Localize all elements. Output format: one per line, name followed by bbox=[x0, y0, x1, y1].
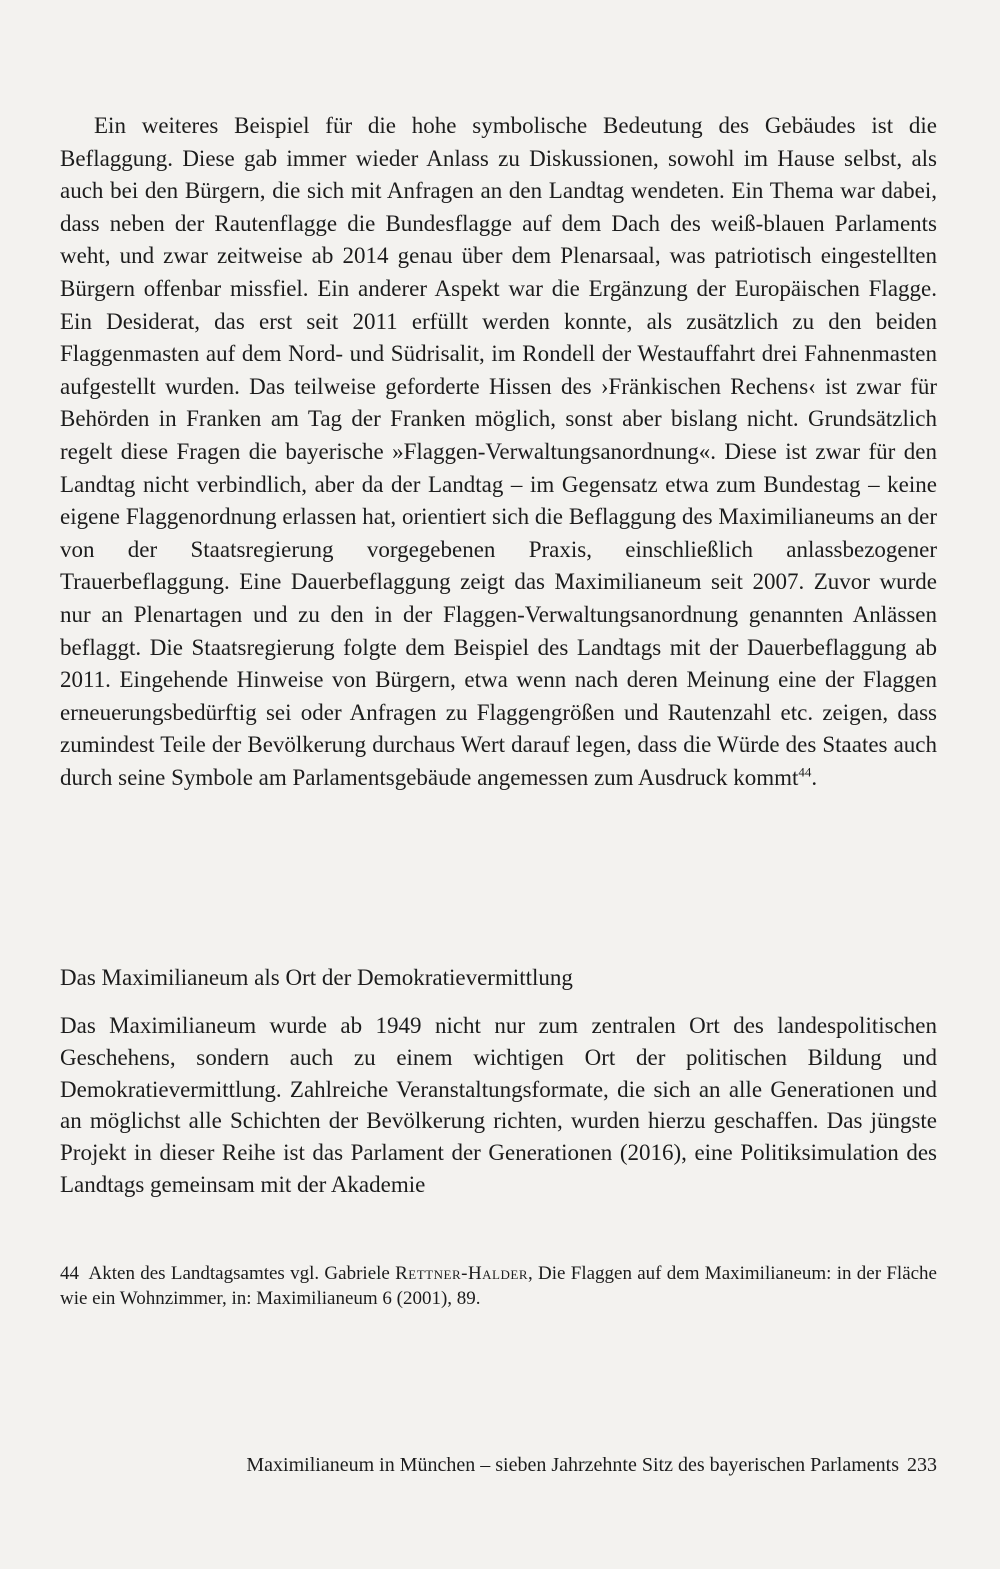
body-paragraph-text: Ein weiteres Beispiel für die hohe symbolische Bedeutung des Gebäudes ist die Beflaggung. Diese gab immer wieder Anlass zu Diskussionen, sowohl im Hause selbst, als auch bei den Bürgern, die sich mit Anfragen an den Landtag wendeten. Ein Thema war dabei, dass neben der Rautenflagge die Bundesflagge auf dem Dach des weiß-blauen Parlaments weht, und zwar zeitweise ab 2014 genau über dem Plenarsaal, was patriotisch eingestellten Bürgern offenbar missfiel. Ein anderer Aspekt war die Ergänzung der Europäischen Flagge. Ein Desiderat, das erst seit 2011 erfüllt werden konnte, als zusätzlich zu den beiden Flaggenmasten auf dem Nord- und Südrisalit, im Rondell der Westauffahrt drei Fahnenmasten aufgestellt wurden. Das teilweise geforderte Hissen des ›Fränkischen Rechens‹ ist zwar für Behörden in Franken am Tag der Franken möglich, sonst aber bislang nicht. Grundsätzlich regelt diese Fragen die bayerische »Flaggen-Verwaltungsanordnung«. Diese ist zwar für den Landtag nicht verbindlich, aber da der Landtag – im Gegensatz etwa zum Bundestag – keine eigene Flaggenordnung erlassen hat, orientiert sich die Beflaggung des Maximilianeums an der von der Staatsregierung vorgegebenen Praxis, einschließlich anlassbezogener Trauerbeflaggung. Eine Dauerbeflaggung zeigt das Maximilianeum seit 2007. Zuvor wurde nur an Plenartagen und zu den in der Flaggen-Verwaltungsanordnung genannten Anlässen beflaggt. Die Staatsregierung folgte dem Beispiel des Landtags mit der Dauerbeflaggung ab 2011. Eingehende Hinweise von Bürgern, etwa wenn nach deren Meinung eine der Flaggen erneuerungsbedürftig sei oder Anfragen zu Flaggengrößen und Rautenzahl etc. zeigen, dass zumindest Teile der Bevölkerung durchaus Wert darauf legen, dass die Würde des Staates auch durch seine Symbole am Parlamentsgebäude angemessen zum Ausdruck kommt bbox=[60, 113, 937, 790]
footnote-number: 44 bbox=[60, 1263, 79, 1284]
body-paragraph bbox=[60, 110, 937, 794]
running-footer bbox=[60, 1452, 937, 1478]
footnote-text-before-author: Akten des Landtagsamtes vgl. Gabriele bbox=[88, 1263, 396, 1284]
section-paragraph: Das Maximilianeum wurde ab 1949 nicht nur zum zentralen Ort des landespolitischen Geschehens, sondern auch zu einem wichtigen Ort der politischen Bildung und Demokratievermittlung. Zahlreiche Veranstaltungsformate, die sich an alle Generationen und an möglichst alle Schichten der Bevölkerung richten, wurden hierzu geschaffen. Das jüngste Projekt in dieser Reihe ist das Parlament der Generationen (2016), eine Politiksimulation des Landtags gemeinsam mit der Akademie bbox=[60, 1013, 937, 1197]
footnote-reference[interactable]: 44 bbox=[798, 764, 812, 780]
running-title: Maximilianeum in München – sieben Jahrzehnte Sitz des bayerischen Parlaments bbox=[246, 1454, 899, 1476]
footnote-author: Rettner-Halder bbox=[395, 1263, 528, 1284]
body-paragraph-end: . bbox=[811, 764, 818, 790]
footnote-text-after-author: , Die Flaggen auf dem Maximilianeum: in der Fläche wie ein Wohnzimmer, in: Maximilianeum 6 (2001), 89. bbox=[60, 1263, 937, 1309]
page-number: 233 bbox=[907, 1454, 937, 1476]
section-heading: Das Maximilianeum als Ort der Demokratievermittlung bbox=[60, 965, 573, 990]
footnote bbox=[60, 1261, 937, 1311]
